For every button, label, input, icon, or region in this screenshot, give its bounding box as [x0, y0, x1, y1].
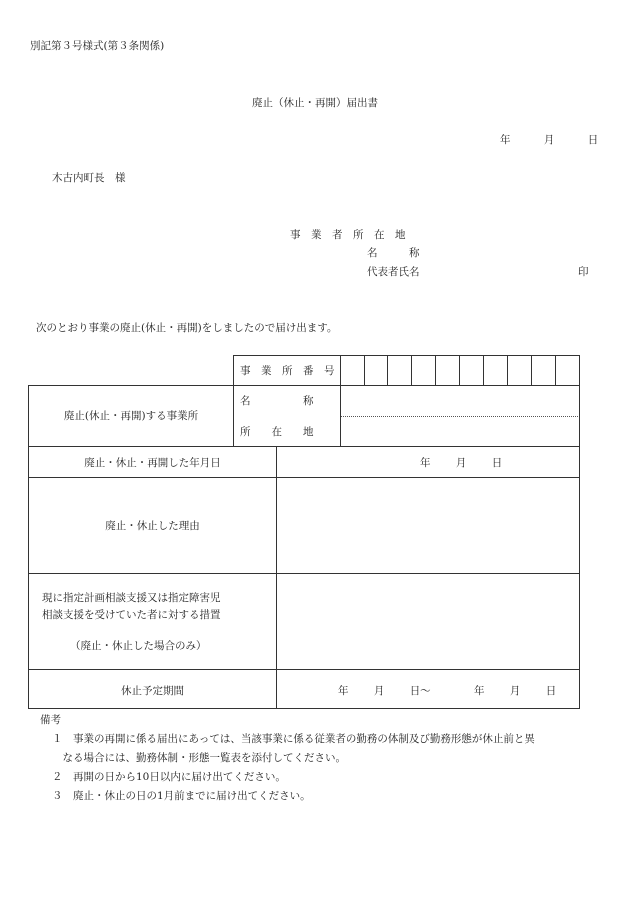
submission-date	[500, 132, 598, 147]
applicant-name-label: 名 称	[367, 247, 420, 259]
intro-text: 次のとおり事業の廃止(休止・再開)をしましたので届け出ます。	[36, 322, 338, 334]
reason-label: 廃止・休止した理由	[105, 520, 200, 532]
date-row-label: 廃止・休止・再開した年月日	[84, 457, 221, 469]
day-label: 日	[587, 134, 599, 146]
period-from-day: 日～	[409, 685, 431, 697]
note-item: なる場合には、勤務体制・形態一覧表を添付してください。	[52, 752, 346, 764]
reason-field[interactable]	[277, 478, 579, 573]
date-month: 月	[455, 457, 467, 469]
period-from-month: 月	[373, 685, 385, 697]
period-from-year: 年	[338, 685, 349, 697]
period-value[interactable]	[338, 683, 556, 698]
period-to-month: 月	[509, 685, 521, 697]
period-to-year: 年	[474, 685, 485, 697]
note-item: ３ 廃止・休止の日の1月前までに届け出てください。	[52, 790, 311, 802]
facility-label: 廃止(休止・再開)する事業所	[63, 410, 199, 422]
addressee: 木古内町長 様	[52, 172, 126, 184]
month-label: 月	[543, 134, 555, 146]
measures-label-line3: （廃止・休止した場合のみ）	[70, 640, 207, 652]
date-day: 日	[491, 457, 503, 469]
office-number-label: 事 業 所 番 号	[240, 365, 335, 377]
date-row-value[interactable]	[420, 455, 502, 470]
note-item: ２ 再開の日から10日以内に届け出てください。	[52, 771, 286, 783]
office-number-digit-boxes[interactable]	[341, 356, 579, 385]
facility-name-label: 名 称	[240, 395, 314, 407]
notes-heading: 備考	[40, 714, 61, 726]
year-label: 年	[500, 134, 511, 146]
facility-address-field[interactable]	[341, 417, 579, 445]
applicant-address-label: 事 業 者 所 在 地	[290, 229, 406, 241]
measures-label-line1: 現に指定計画相談支援又は指定障害児	[42, 592, 221, 604]
document-title: 廃止（休止・再開）届出書	[252, 97, 378, 109]
seal-mark: 印	[578, 266, 589, 278]
period-to-day: 日	[545, 685, 557, 697]
facility-address-label: 所 在 地	[240, 426, 314, 438]
note-item: １ 事業の再開に係る届出にあっては、当該事業に係る従業者の勤務の体制及び勤務形態が休止前と異	[52, 733, 535, 745]
measures-field[interactable]	[277, 574, 579, 669]
applicant-rep-label: 代表者氏名	[367, 266, 420, 278]
measures-label-line2: 相談支援を受けていた者に対する措置	[42, 609, 221, 621]
form-id: 別記第３号様式(第３条関係)	[30, 40, 165, 52]
date-year: 年	[420, 457, 431, 469]
facility-name-field[interactable]	[341, 386, 579, 415]
period-label: 休止予定期間	[121, 685, 184, 697]
